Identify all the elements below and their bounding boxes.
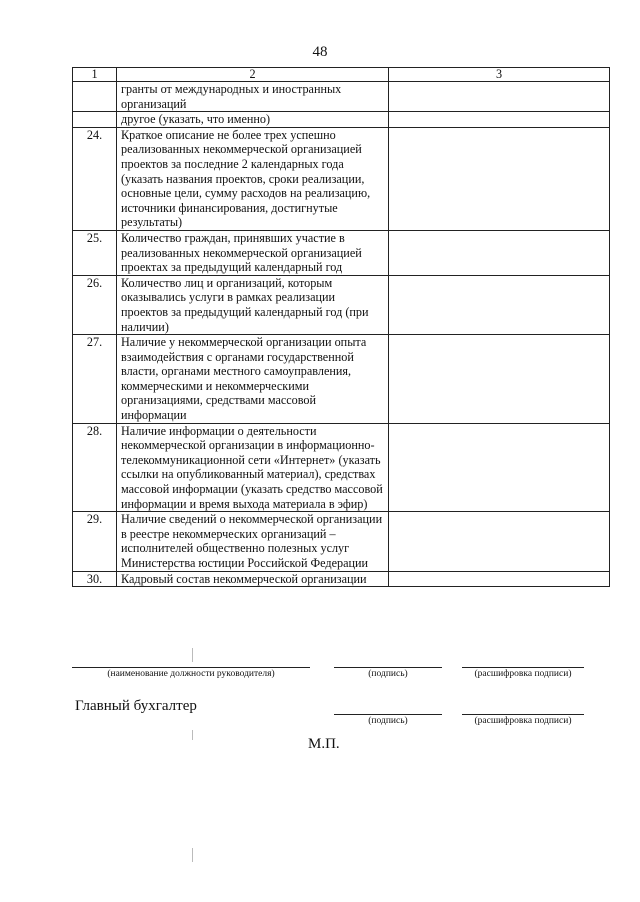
row-number: 28. — [73, 423, 117, 512]
row-value-cell[interactable] — [389, 571, 610, 587]
accountant-decoding-line[interactable] — [462, 714, 584, 715]
head-decoding-caption: (расшифровка подписи) — [474, 669, 572, 679]
table-row — [73, 423, 610, 512]
row-description: Наличие информации о деятельности некоммерческой организации в информационно-телекоммуникационной сети «Интернет» (указать ссылки на опубликованный материал), средствах массовой информации (указать средство массовой информации и время выхода материала в эфир) — [117, 423, 389, 512]
head-decoding-line[interactable] — [462, 667, 584, 668]
row-description: Наличие у некоммерческой организации опыта взаимодействия с органами государственной власти, органами местного самоуправления, коммерческими и некоммерческими организациями, средствами массовой информации — [117, 335, 389, 424]
row-number — [73, 112, 117, 128]
stamp-placeholder: М.П. — [308, 736, 340, 752]
chief-accountant-label: Главный бухгалтер — [75, 698, 197, 714]
scan-artifact-mark — [192, 848, 193, 862]
header-col-2: 2 — [117, 68, 389, 82]
row-number — [73, 82, 117, 112]
page-number: 48 — [312, 44, 328, 60]
table-row — [73, 112, 610, 128]
head-position-caption: (наименование должности руководителя) — [107, 669, 275, 679]
row-value-cell[interactable] — [389, 423, 610, 512]
row-description: другое (указать, что именно) — [117, 112, 389, 128]
accountant-signature-caption: (подпись) — [368, 716, 408, 726]
row-description: гранты от международных и иностранных организаций — [117, 82, 389, 112]
row-number: 25. — [73, 230, 117, 275]
scan-artifact-mark — [192, 730, 193, 740]
head-signature-caption: (подпись) — [368, 669, 408, 679]
row-value-cell[interactable] — [389, 112, 610, 128]
head-position-line[interactable] — [72, 667, 310, 668]
row-description: Количество граждан, принявших участие в реализованных некоммерческой организацией проектах за предыдущий календарный год — [117, 230, 389, 275]
row-value-cell[interactable] — [389, 82, 610, 112]
table-row — [73, 127, 610, 230]
accountant-signature-line[interactable] — [334, 714, 442, 715]
row-value-cell[interactable] — [389, 335, 610, 424]
row-number: 27. — [73, 335, 117, 424]
row-description: Наличие сведений о некоммерческой организации в реестре некоммерческих организаций – исполнителей общественно полезных услуг Министерства юстиции Российской Федерации — [117, 512, 389, 571]
accountant-decoding-caption: (расшифровка подписи) — [474, 716, 572, 726]
row-number: 29. — [73, 512, 117, 571]
row-description: Количество лиц и организаций, которым оказывались услуги в рамках реализации проектов за предыдущий календарный год (при наличии) — [117, 275, 389, 334]
table-header-row — [73, 68, 610, 82]
application-form-table — [72, 67, 610, 587]
row-value-cell[interactable] — [389, 127, 610, 230]
row-description: Краткое описание не более трех успешно реализованных некоммерческой организацией проектов за последние 2 календарных года (указать названия проектов, сроки реализации, основные цели, сумму расходов на реализацию, источники финансирования, достигнутые результаты) — [117, 127, 389, 230]
row-description: Кадровый состав некоммерческой организации — [117, 571, 389, 587]
row-number: 26. — [73, 275, 117, 334]
table-row — [73, 335, 610, 424]
row-number: 24. — [73, 127, 117, 230]
scan-artifact-mark — [192, 648, 193, 662]
row-number: 30. — [73, 571, 117, 587]
table-row — [73, 571, 610, 587]
table-row — [73, 275, 610, 334]
table-row — [73, 512, 610, 571]
row-value-cell[interactable] — [389, 230, 610, 275]
table-row — [73, 230, 610, 275]
row-value-cell[interactable] — [389, 275, 610, 334]
table-row — [73, 82, 610, 112]
header-col-3: 3 — [389, 68, 610, 82]
head-signature-line[interactable] — [334, 667, 442, 668]
header-col-1: 1 — [73, 68, 117, 82]
row-value-cell[interactable] — [389, 512, 610, 571]
